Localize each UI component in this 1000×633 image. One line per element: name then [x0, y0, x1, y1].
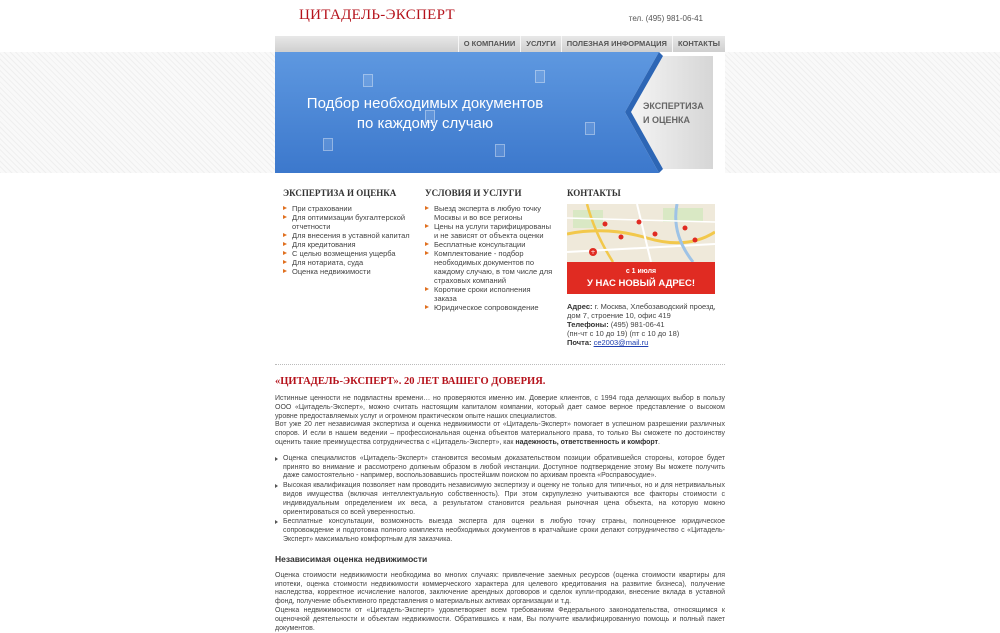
services-item[interactable]: Комплектование - подбор необходимых документов по каждому случаю, в том числе для страховых компаний	[425, 249, 553, 285]
location-map[interactable]	[567, 204, 715, 294]
banner-badge-line-1: ЭКСПЕРТИЗА	[643, 101, 704, 111]
article-paragraph: Оценка стоимости недвижимости необходима во многих случаях: привлечение заемных ресурсов (оценка стоимости квартиры для ипотеки, оценка стоимости недвижимости коммерческого характера для целевого кредитования на развитие бизнеса), получение наследства, корректное исчисление налогов, заключение арендных договоров и сделок купли-продажи, внесение вклада в уставной фонд, получение объективного представления о материальных активах организации и т.д.	[275, 571, 725, 606]
nav-item-about[interactable]: О КОМПАНИИ	[458, 36, 521, 52]
mail-line	[567, 338, 725, 347]
banner-headline	[275, 94, 575, 134]
article-paragraph: Вот уже 20 лет независимая экспертиза и оценка недвижимости от «Цитадель-Эксперт» помогает в успешном разрешении различных споров. И если в нашем ведении – профессиональная оценка объектов материального права, то только Вы сможете по достоинству оценить такие преимущества сотрудничества с «Цитадель-Эксперт», как надежность, ответственность и комфорт.	[275, 421, 725, 446]
services-item[interactable]: Юридическое сопровождение	[425, 303, 553, 312]
contacts-column	[567, 188, 725, 347]
contact-details	[567, 302, 725, 347]
phones-value: (495) 981-06-41	[610, 320, 665, 329]
phones-line	[567, 320, 725, 329]
phones-label: Телефоны:	[567, 320, 609, 329]
site-logo[interactable]: ЦИТАДЕЛЬ-ЭКСПЕРТ	[299, 7, 455, 23]
address-label: Адрес:	[567, 302, 593, 311]
address-value: г. Москва, Хлебозаводский проезд, дом 7, строение 10, офис 419	[567, 302, 716, 320]
banner-badge-line-2: И ОЦЕНКА	[643, 115, 691, 125]
banner-line-2: по каждому случаю	[356, 115, 494, 132]
services-item[interactable]: Короткие сроки исполнения заказа	[425, 285, 553, 303]
svg-text:+: +	[590, 249, 596, 256]
expertise-item-real-estate[interactable]: Оценка недвижимости	[283, 267, 411, 276]
article-title: «ЦИТАДЕЛЬ-ЭКСПЕРТ». 20 ЛЕТ ВАШЕГО ДОВЕРИЯ.	[275, 376, 546, 387]
address-line	[567, 302, 725, 320]
expertise-item-accounting[interactable]: Для оптимизации бухгалтерской отчетности	[283, 213, 411, 231]
services-list	[425, 204, 553, 312]
advantage-item: Бесплатные консультации, возможность выезда эксперта для оценки в любую точку страны, полноценное юридическое сопровождение и подготовка полного комплекта необходимых документов в кратчайшие сроки делают сотрудничество с «Цитадель-Эксперт» максимально комфортным для заказчика.	[275, 518, 725, 544]
services-title: УСЛОВИЯ И УСЛУГИ	[425, 188, 522, 198]
expertise-item-damage[interactable]: С целью возмещения ущерба	[283, 249, 411, 258]
email-link[interactable]: ce2003@mail.ru	[593, 338, 649, 347]
promo-date: с 1 июля	[625, 268, 657, 275]
expertise-item-insurance[interactable]: При страховании	[283, 204, 411, 213]
services-item[interactable]: Выезд эксперта в любую точку Москвы и во все регионы	[425, 204, 553, 222]
working-hours: (пн-чт с 10 до 19) (пт с 10 до 18)	[567, 329, 680, 338]
header-phone: тел. (495) 981-06-41	[628, 14, 703, 23]
mail-label: Почта:	[567, 338, 592, 347]
expertise-list	[283, 204, 411, 276]
promo-message: У НАС НОВЫЙ АДРЕС!	[586, 278, 696, 289]
hero-banner[interactable]	[275, 52, 725, 173]
about-article	[275, 376, 725, 633]
banner-badge	[643, 99, 704, 127]
advantage-item: Оценка специалистов «Цитадель-Эксперт» становится весомым доказательством позиции обратившейся стороны, которое будет принято во внимание и рассмотрено должным образом в любой инстанции. Доступное подтверждение этому Вы можете получить даже самостоятельно - например, воспользовавшись простейшим поиском по архивам проекта «Росправосудие».	[275, 455, 725, 481]
advantage-item: Высокая квалификация позволяет нам проводить независимую экспертизу и оценку не только для типичных, но и для нетривиальных видов имущества (включая интеллектуальную собственность). При этом скрупулезно учитываются все факторы стоимости с индивидуальным определением их веса, а результатом становится реальная рыночная цена объекта, на которую можно ориентироваться со всей уверенностью.	[275, 482, 725, 517]
expertise-title: ЭКСПЕРТИЗА И ОЦЕНКА	[283, 188, 397, 198]
section-divider	[275, 364, 725, 365]
advantages-list	[275, 455, 725, 545]
new-address-promo[interactable]	[567, 262, 715, 294]
nav-item-contacts[interactable]: КОНТАКТЫ	[672, 36, 725, 52]
services-item[interactable]: Бесплатные консультации	[425, 240, 553, 249]
header	[275, 0, 725, 36]
article-paragraph: Оценка недвижимости от «Цитадель-Эксперт» удовлетворяет всем требованиям Федерального законодательства, относящимся к оценочной деятельности и объектам недвижимости. Обратившись к нам, Вы получите квалифицированную помощь и полный пакет документов.	[275, 606, 725, 632]
nav-item-useful-info[interactable]: ПОЛЕЗНАЯ ИНФОРМАЦИЯ	[561, 36, 672, 52]
services-item[interactable]: Цены на услуги тарифицированы и не зависят от объекта оценки	[425, 222, 553, 240]
services-column	[425, 188, 553, 312]
main-nav	[275, 36, 725, 52]
article-highlight: надежность, ответственность и комфорт	[515, 438, 659, 446]
expertise-item-notary[interactable]: Для нотариата, суда	[283, 258, 411, 267]
expertise-item-credit[interactable]: Для кредитования	[283, 240, 411, 249]
article-paragraph: Истинные ценности не подвластны времени… но проверяются именно им. Доверие клиентов, с 1994 года делающих выбор в пользу ООО «Цитадель-Эксперт», можно считать настоящим капиталом компании, который дает самое верное представление о высоком уровне предоставляемых услуг и огромном практическом опыте наших специалистов.	[275, 395, 725, 420]
banner-line-1: Подбор необходимых документов	[306, 95, 544, 112]
expertise-item-capital[interactable]: Для внесения в уставной капитал	[283, 231, 411, 240]
section-subheading: Независимая оценка недвижимости	[275, 553, 428, 564]
nav-item-services[interactable]: УСЛУГИ	[520, 36, 560, 52]
contacts-title: КОНТАКТЫ	[567, 188, 621, 198]
article-paragraph-text: Вот уже 20 лет независимая экспертиза и оценка недвижимости от «Цитадель-Эксперт» помогает в успешном разрешении различных споров. И если в нашем ведении – профессиональная оценка объектов материального права, то только Вы сможете по достоинству оценить такие преимущества сотрудничества с «Цитадель-Эксперт», как	[275, 421, 725, 446]
page-container	[275, 0, 725, 632]
expertise-column	[283, 188, 411, 276]
